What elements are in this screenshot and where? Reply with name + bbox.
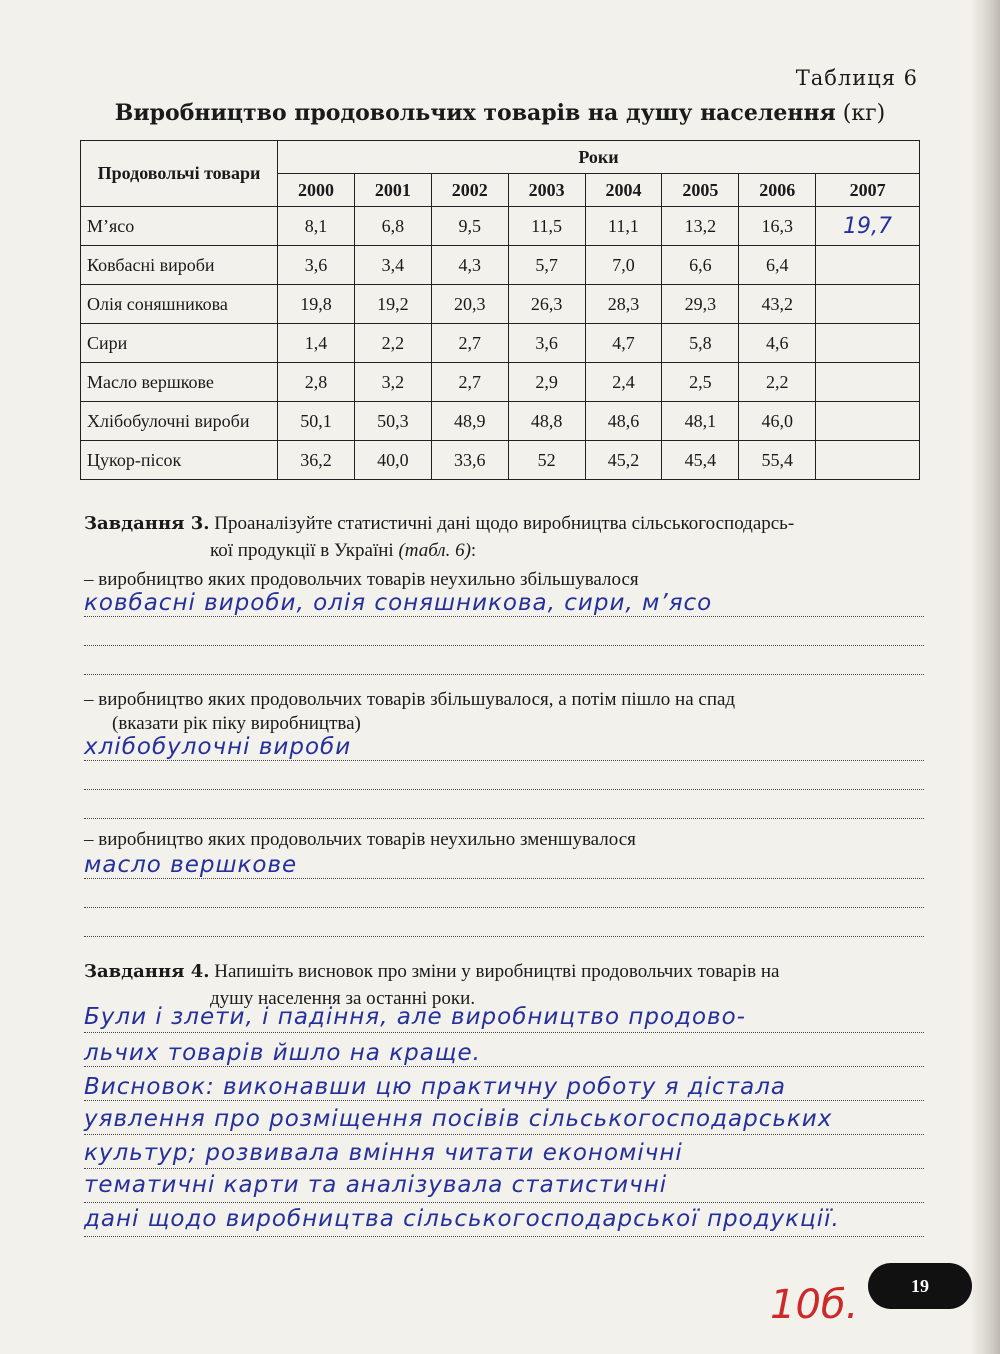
answer-2: хлібобулочні вироби bbox=[84, 734, 352, 760]
task3-heading bbox=[84, 510, 924, 538]
value-cell: 5,7 bbox=[508, 246, 585, 285]
value-cell: 48,8 bbox=[508, 402, 585, 441]
task3-colon: : bbox=[470, 540, 477, 561]
value-cell: 6,4 bbox=[739, 246, 816, 285]
answer-3: масло вершкове bbox=[84, 852, 298, 878]
handwritten-value-cell bbox=[816, 246, 920, 285]
value-cell: 3,4 bbox=[354, 246, 431, 285]
conclusion-line: дані щодо виробництва сільськогосподарської продукції. bbox=[84, 1206, 840, 1232]
page-number: 19 bbox=[868, 1263, 972, 1309]
answer-line bbox=[84, 789, 924, 790]
value-cell: 6,6 bbox=[662, 246, 739, 285]
answer-line bbox=[84, 936, 924, 937]
table-row bbox=[81, 285, 920, 324]
value-cell: 40,0 bbox=[354, 441, 431, 480]
table-caption: Таблиця 6 bbox=[795, 66, 918, 90]
value-cell: 36,2 bbox=[278, 441, 355, 480]
table-row bbox=[81, 246, 920, 285]
value-cell: 16,3 bbox=[739, 207, 816, 246]
handwritten-value-cell bbox=[816, 324, 920, 363]
table-body bbox=[81, 207, 920, 480]
table-title-main: Виробництво продовольчих товарів на душу населення bbox=[114, 100, 836, 126]
handwritten-value-cell bbox=[816, 363, 920, 402]
answer-line bbox=[84, 1202, 924, 1203]
value-cell: 2,9 bbox=[508, 363, 585, 402]
value-cell: 6,8 bbox=[354, 207, 431, 246]
answer-line bbox=[84, 1066, 924, 1067]
question-2-line2: (вказати рік піку виробництва) bbox=[112, 713, 361, 734]
value-cell: 4,6 bbox=[739, 324, 816, 363]
year-cell: 2000 bbox=[278, 174, 355, 207]
value-cell: 2,2 bbox=[739, 363, 816, 402]
task3-table-ref: (табл. 6) bbox=[398, 540, 471, 561]
year-cell: 2001 bbox=[354, 174, 431, 207]
value-cell: 33,6 bbox=[431, 441, 508, 480]
task3-heading-line2 bbox=[84, 537, 924, 565]
conclusion-line: Висновок: виконавши цю практичну роботу я дістала bbox=[84, 1074, 786, 1100]
value-cell: 4,3 bbox=[431, 246, 508, 285]
task3-text-line1: Проаналізуйте статистичні дані щодо виробництва сільськогосподарсь- bbox=[214, 513, 795, 534]
answer-line bbox=[84, 674, 924, 675]
task3-text-line2a: кої продукції в Україні bbox=[210, 540, 394, 561]
page-edge bbox=[970, 0, 1000, 1354]
value-cell: 48,1 bbox=[662, 402, 739, 441]
answer-line bbox=[84, 818, 924, 819]
task4-text-line1: Напишіть висновок про зміни у виробництві продовольчих товарів на bbox=[214, 961, 780, 982]
handwritten-value-cell bbox=[816, 285, 920, 324]
year-cell: 2004 bbox=[585, 174, 662, 207]
question-1: – виробництво яких продовольчих товарів неухильно збільшувалося bbox=[84, 569, 639, 590]
value-cell: 48,6 bbox=[585, 402, 662, 441]
answer-line bbox=[84, 616, 924, 617]
table-row bbox=[81, 324, 920, 363]
product-name: Олія соняшникова bbox=[81, 285, 278, 324]
product-name: Масло вершкове bbox=[81, 363, 278, 402]
value-cell: 26,3 bbox=[508, 285, 585, 324]
year-cell: 2007 bbox=[816, 174, 920, 207]
value-cell: 8,1 bbox=[278, 207, 355, 246]
value-cell: 19,2 bbox=[354, 285, 431, 324]
value-cell: 50,1 bbox=[278, 402, 355, 441]
value-cell: 52 bbox=[508, 441, 585, 480]
year-cell: 2006 bbox=[739, 174, 816, 207]
value-cell: 28,3 bbox=[585, 285, 662, 324]
task3-label: Завдання 3. bbox=[84, 513, 210, 534]
value-cell: 13,2 bbox=[662, 207, 739, 246]
value-cell: 55,4 bbox=[739, 441, 816, 480]
value-cell: 45,4 bbox=[662, 441, 739, 480]
table-row bbox=[81, 402, 920, 441]
handwritten-value-cell bbox=[816, 441, 920, 480]
answer-line bbox=[84, 1134, 924, 1135]
answer-1: ковбасні вироби, олія соняшникова, сири, м’ясо bbox=[84, 590, 713, 616]
value-cell: 29,3 bbox=[662, 285, 739, 324]
conclusion-line: культур; розвивала вміння читати економічні bbox=[84, 1140, 683, 1166]
value-cell: 2,8 bbox=[278, 363, 355, 402]
value-cell: 20,3 bbox=[431, 285, 508, 324]
conclusion-line: уявлення про розміщення посівів сільськогосподарських bbox=[84, 1106, 833, 1132]
answer-line bbox=[84, 878, 924, 879]
table-row bbox=[81, 207, 920, 246]
production-table bbox=[80, 140, 920, 480]
grade-mark: 10б. bbox=[770, 1282, 859, 1328]
answer-line bbox=[84, 760, 924, 761]
value-cell: 2,7 bbox=[431, 363, 508, 402]
value-cell: 4,7 bbox=[585, 324, 662, 363]
goods-header: Продовольчі товари bbox=[81, 141, 278, 207]
answer-line bbox=[84, 1100, 924, 1101]
value-cell: 5,8 bbox=[662, 324, 739, 363]
question-2-line1: – виробництво яких продовольчих товарів збільшувалося, а потім пішло на спад bbox=[84, 689, 736, 710]
value-cell: 11,1 bbox=[585, 207, 662, 246]
year-cell: 2002 bbox=[431, 174, 508, 207]
years-header: Роки bbox=[278, 141, 920, 174]
value-cell: 45,2 bbox=[585, 441, 662, 480]
product-name: Цукор-пісок bbox=[81, 441, 278, 480]
value-cell: 3,6 bbox=[278, 246, 355, 285]
product-name: Сири bbox=[81, 324, 278, 363]
value-cell: 7,0 bbox=[585, 246, 662, 285]
year-cell: 2003 bbox=[508, 174, 585, 207]
conclusion-line: льчих товарів йшло на краще. bbox=[84, 1040, 481, 1066]
task4-label: Завдання 4. bbox=[84, 961, 210, 982]
product-name: Хлібобулочні вироби bbox=[81, 402, 278, 441]
conclusion-line: Були і злети, і падіння, але виробництво продово- bbox=[84, 1004, 746, 1030]
table-title bbox=[0, 100, 1000, 126]
value-cell: 3,2 bbox=[354, 363, 431, 402]
question-3: – виробництво яких продовольчих товарів неухильно зменшувалося bbox=[84, 829, 636, 850]
value-cell: 9,5 bbox=[431, 207, 508, 246]
handwritten-value-cell: 19,7 bbox=[816, 207, 920, 246]
value-cell: 3,6 bbox=[508, 324, 585, 363]
task4-heading-line2: душу населення за останні роки. bbox=[210, 988, 476, 1009]
value-cell: 46,0 bbox=[739, 402, 816, 441]
value-cell: 2,2 bbox=[354, 324, 431, 363]
product-name: Ковбасні вироби bbox=[81, 246, 278, 285]
value-cell: 11,5 bbox=[508, 207, 585, 246]
answer-line bbox=[84, 645, 924, 646]
value-cell: 50,3 bbox=[354, 402, 431, 441]
table-row bbox=[81, 441, 920, 480]
value-cell: 2,5 bbox=[662, 363, 739, 402]
table-title-unit: (кг) bbox=[842, 101, 886, 126]
task4-heading bbox=[84, 958, 924, 986]
year-cell: 2005 bbox=[662, 174, 739, 207]
value-cell: 43,2 bbox=[739, 285, 816, 324]
answer-line bbox=[84, 1032, 924, 1033]
answer-line bbox=[84, 1236, 924, 1237]
conclusion-line: тематичні карти та аналізувала статистичні bbox=[84, 1172, 668, 1198]
value-cell: 19,8 bbox=[278, 285, 355, 324]
product-name: М’ясо bbox=[81, 207, 278, 246]
table-row bbox=[81, 363, 920, 402]
value-cell: 1,4 bbox=[278, 324, 355, 363]
value-cell: 2,4 bbox=[585, 363, 662, 402]
handwritten-value-cell bbox=[816, 402, 920, 441]
answer-line bbox=[84, 1168, 924, 1169]
value-cell: 2,7 bbox=[431, 324, 508, 363]
answer-line bbox=[84, 907, 924, 908]
value-cell: 48,9 bbox=[431, 402, 508, 441]
